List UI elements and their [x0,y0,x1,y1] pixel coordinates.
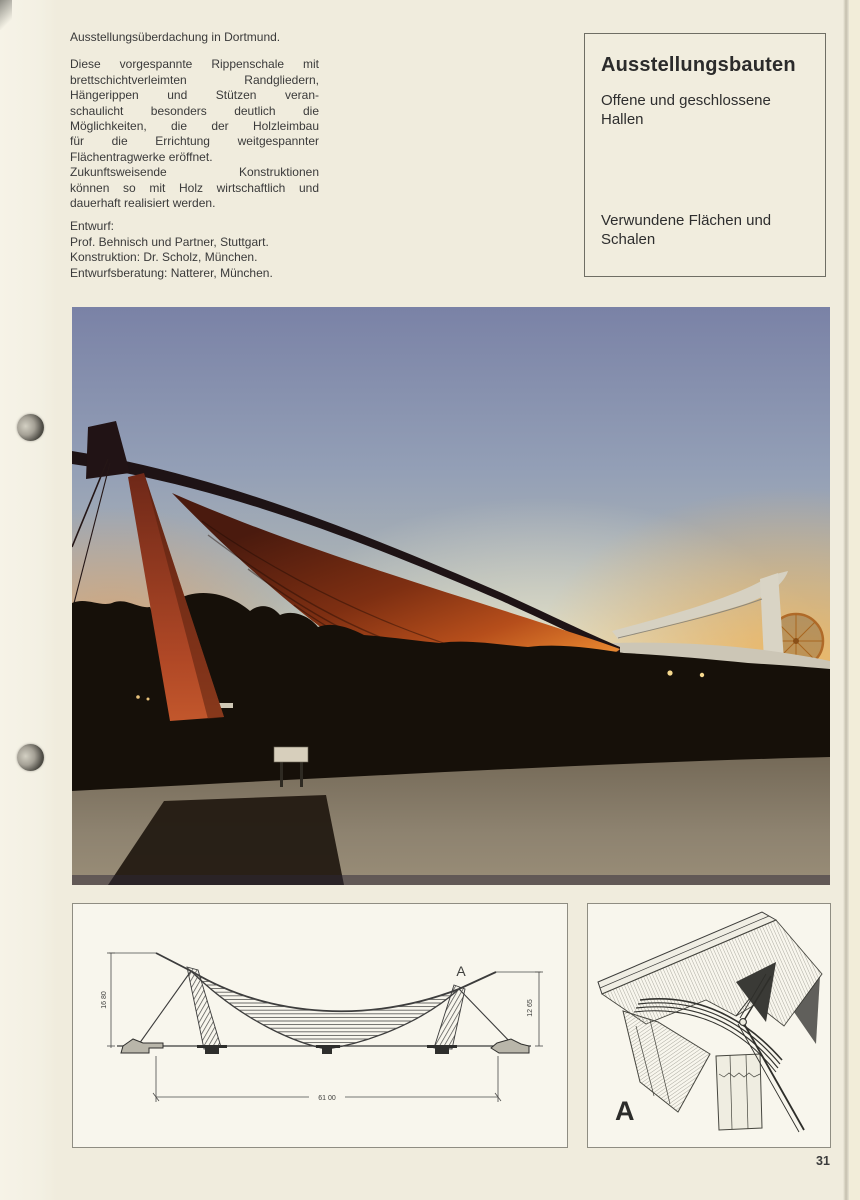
photo-illustration [72,307,830,885]
credits-line: Konstruktion: Dr. Scholz, München. [70,250,258,265]
chapter-subtitle-bottom: Verwundene Flächen und Schalen [601,212,772,248]
body-line: brettschichtverleimten Randgliedern, [70,72,319,87]
body-line: Möglichkeiten, die der Holzleimbau [70,119,319,134]
detail-label-a: A [615,1096,635,1126]
body-line: Flächentragwerke eröffnet. [70,149,213,164]
detail-drawing [588,904,829,1146]
intro-text-block [70,30,319,281]
credits-block [70,219,319,281]
body-line: Hängerippen und Stützen veran- [70,88,319,103]
body-line: für die Errichtung weitgespannter [70,134,319,149]
hanging-panel-left [623,1011,710,1112]
body-line: können so mit Holz wirtschaftlich und [70,180,319,195]
detail-marker-a: A [456,963,466,979]
scan-corner-mark [0,0,12,30]
body-paragraph [70,57,319,211]
body-line: Zukunftsweisende Konstruktionen [70,165,319,180]
right-guy-cable [459,989,513,1045]
credits-label: Entwurf: [70,219,115,234]
sunset-photo-tent-roof [72,307,830,885]
page-number: 31 [816,1154,830,1168]
chapter-title-box [584,33,826,277]
dim-right-label: 12 65 [527,999,534,1017]
body-line: schaulicht besonders deutlich die [70,103,319,118]
credits-line: Entwurfsberatung: Natterer, München. [70,265,273,280]
roof-plane [598,912,822,1026]
body-line: Diese vorgespannte Rippenschale mit [70,57,319,72]
photo-bottom-shade [72,875,830,885]
credits-line: Prof. Behnisch und Partner, Stuttgart. [70,234,269,249]
page-right-edge [849,0,860,1200]
section-drawing [73,904,566,1146]
left-guy-cable [139,971,191,1044]
chapter-title: Ausstellungsbauten [601,54,796,76]
punch-hole-top [17,414,44,441]
page-left-edge [0,0,57,1200]
hanging-panel-center [716,1054,762,1130]
caption-title: Ausstellungsüberdachung in Dortmund. [70,30,281,44]
section-drawing-box [72,903,568,1148]
node-pin [740,1019,747,1026]
body-line: dauerhaft realisiert werden. [70,196,216,211]
chapter-subtitle-top: Offene und geschlossene Hallen [601,92,771,128]
detail-drawing-box [587,903,831,1148]
punch-hole-bottom [17,744,44,771]
dim-left-label: 16 80 [101,991,108,1009]
dim-span-label: 61 00 [318,1095,336,1102]
